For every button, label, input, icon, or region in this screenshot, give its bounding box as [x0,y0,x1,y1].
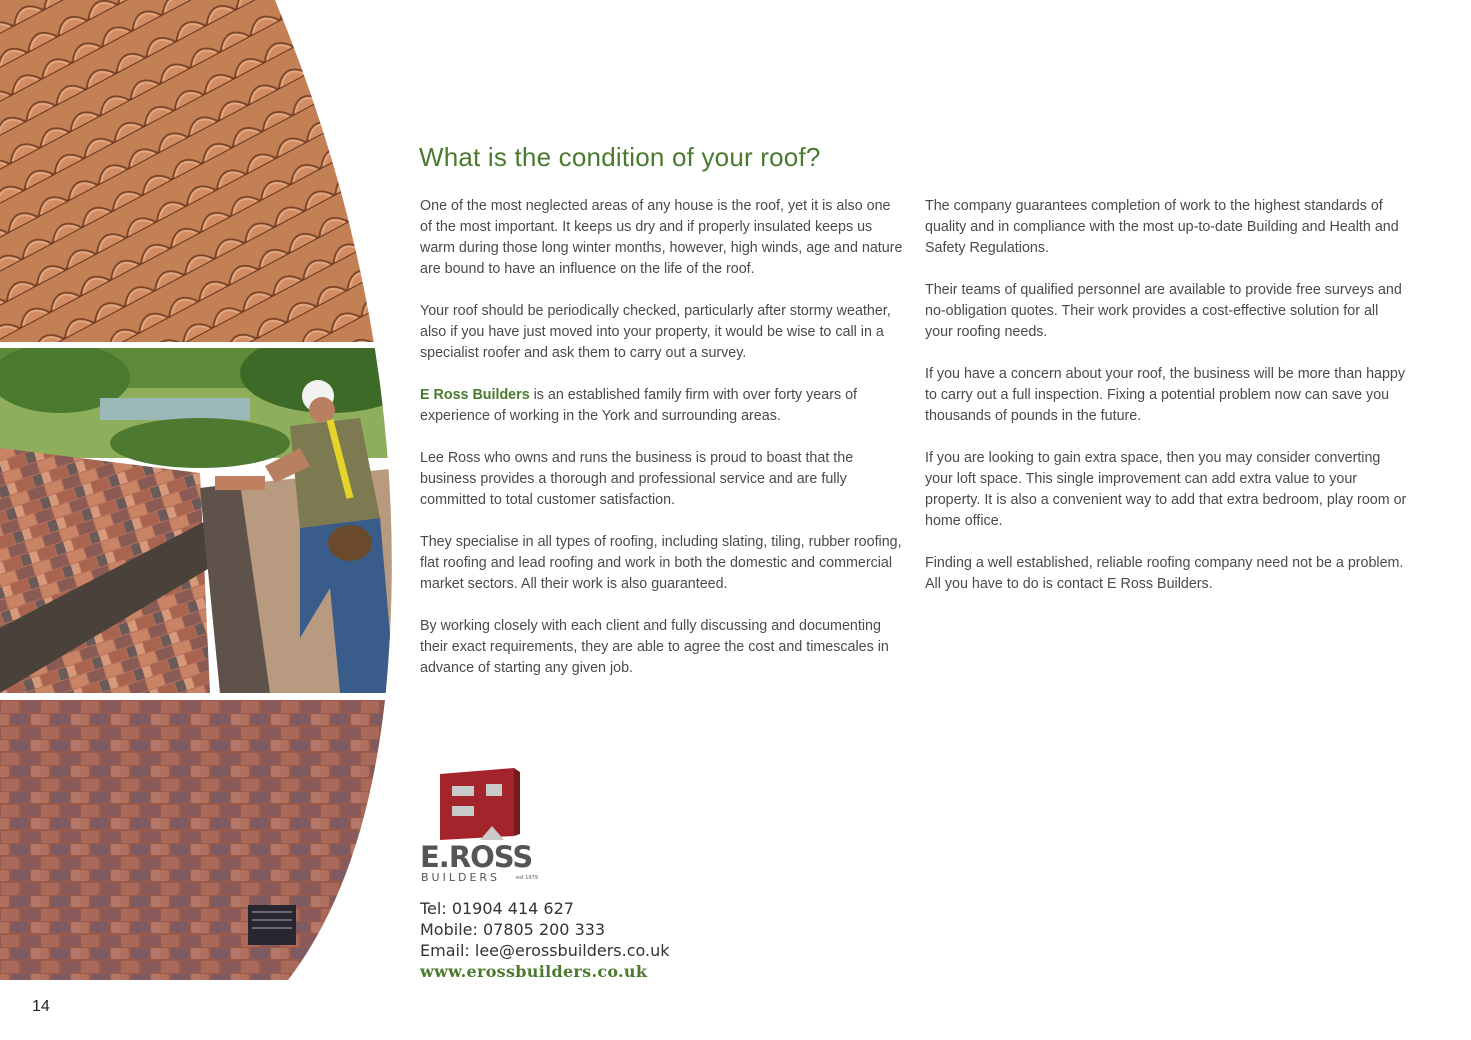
company-name-highlight: E Ross Builders [420,387,530,403]
contact-block [420,898,670,982]
paragraph: If you are looking to gain extra space, then you may consider converting your loft space. This single improvement can add extra value to your property. It is also a convenient way to add that extra bedroom, play room or home office. [925,450,1407,529]
page-number: 14 [32,998,50,1015]
e-ross-logo-icon [420,764,550,884]
clay-tiles-image [0,0,400,342]
paragraph-text: is an established family firm with over forty years of experience of working in the York and surrounding areas. [420,387,858,424]
company-logo [420,764,550,884]
photo-slate-roof-tiles [0,700,400,980]
website-link[interactable]: www.erossbuilders.co.uk [420,962,648,981]
slate-tiles-image [0,700,400,980]
paragraph: Finding a well established, reliable roofing company need not be a problem. All you have to do is contact E Ross Builders. [925,555,1404,592]
contact-mobile: Mobile: 07805 200 333 [420,920,606,939]
contact-email[interactable]: Email: lee@erossbuilders.co.uk [420,941,670,960]
paragraph: Lee Ross who owns and runs the business is proud to boast that the business provides a thorough and professional service and are fully committed to total customer satisfaction. [420,450,854,508]
photo-roofer-working [0,348,400,693]
logo-est: est 1979 [516,875,538,881]
photo-clay-roof-tiles [0,0,400,342]
logo-subtitle: BUILDERS [421,871,501,884]
body-column-right [925,196,1410,616]
paragraph: They specialise in all types of roofing, including slating, tiling, rubber roofing, flat roofing and lead roofing and work in both the domestic and commercial market sectors. All their work is also guaranteed. [420,534,902,592]
paragraph [420,385,905,427]
paragraph: By working closely with each client and fully discussing and documenting their exact requirements, they are able to agree the cost and timescales in advance of starting any given job. [420,618,889,676]
roofer-image [0,348,400,693]
photo-strip [0,0,400,980]
logo-wordmark: E.ROSS [420,840,533,874]
page-title: What is the condition of your roof? [419,142,821,172]
paragraph: If you have a concern about your roof, the business will be more than happy to carry out a full inspection. Fixing a potential problem now can save you thousands of pounds in the future. [925,366,1406,424]
paragraph: Your roof should be periodically checked, particularly after stormy weather, also if you have just moved into your property, it would be wise to call in a specialist roofer and ask them to carry out a survey. [420,303,891,361]
paragraph: The company guarantees completion of work to the highest standards of quality and in compliance with the most up-to-date Building and Health and Safety Regulations. [925,198,1399,256]
paragraph: One of the most neglected areas of any house is the roof, yet it is also one of the most important. It keeps us dry and if properly insulated keeps us warm during those long winter months, however, high winds, age and nature are bound to have an influence on the life of the roof. [420,198,903,277]
contact-telephone: Tel: 01904 414 627 [420,899,574,918]
body-column-left [420,196,905,700]
paragraph: Their teams of qualified personnel are available to provide free surveys and no-obligation quotes. Their work provides a cost-effective solution for all your roofing needs. [925,282,1402,340]
